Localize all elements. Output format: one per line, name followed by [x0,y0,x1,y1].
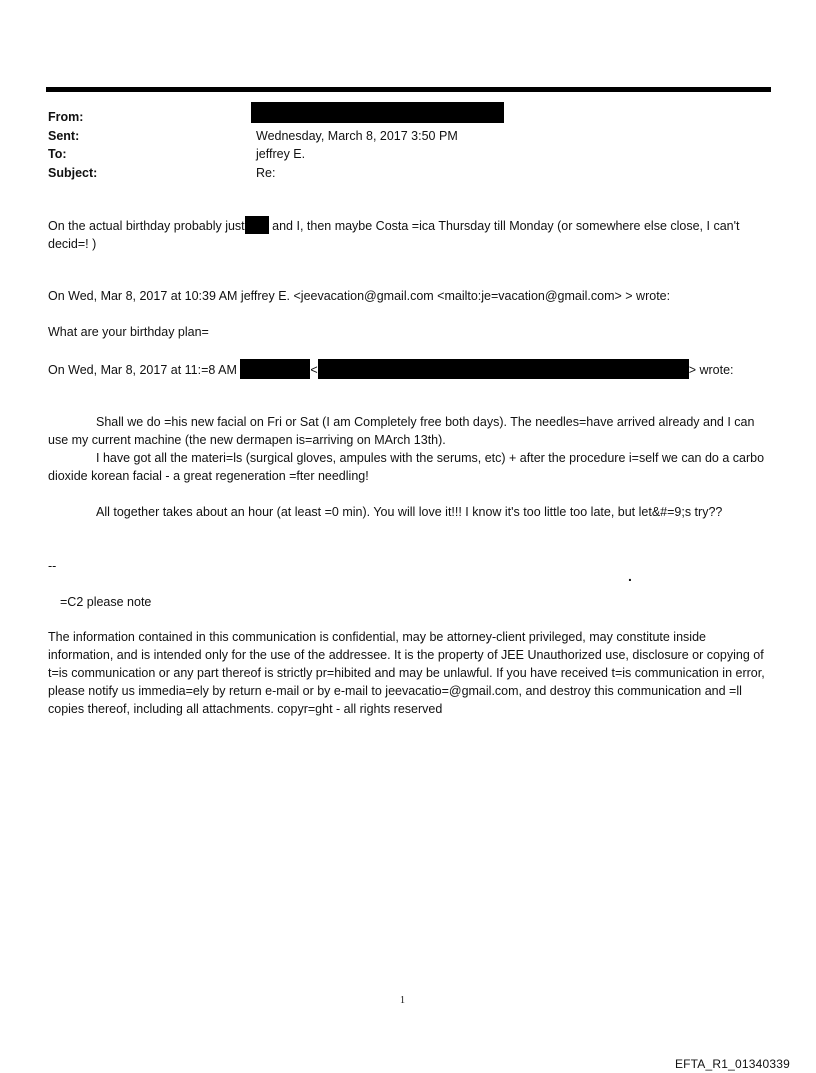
together-paragraph: All together takes about an hour (at least =0 min). You will love it!!! I know it's too little too late, but let&#=9;s try?? [96,505,723,519]
page-number: 1 [400,995,405,1006]
quoted-header-2-bracket: < [310,363,318,377]
subject-value: Re: [256,165,276,180]
birthday-text-end: and I, then maybe Costa =ica Thursday till Monday (or somewhere else close, I can't decid=! ) [48,219,740,251]
birthday-question: What are your birthday plan= [48,325,209,339]
please-note-line: =C2 please note [60,595,152,609]
to-value: jeffrey E. [256,147,306,161]
from-redaction [251,102,504,123]
materials-paragraph: I have got all the materi=ls (surgical gloves, ampules with the serums, etc) + after the procedure i=self we can do a carbo dioxide korean facial - a great regeneration =fter needling! [48,451,765,483]
name-redaction [245,216,269,234]
quoted-header-2 [48,359,770,379]
birthday-paragraph [48,216,770,253]
from-label: From: [48,110,84,124]
quoted-header-2-wrote: > wrote: [688,363,734,377]
sender-email-redaction [318,359,689,379]
quoted-header-2-date: On Wed, Mar 8, 2017 at 11:=8 AM [48,363,237,377]
facial-paragraphs [48,413,770,485]
sender-name-redaction [240,359,310,379]
sent-value: Wednesday, March 8, 2017 3:50 PM [256,128,458,143]
facial-paragraph: Shall we do =his new facial on Fri or Sat (I am Completely free both days). The needles=have arrived already and I can use my current machine (the new dermapen is=arriving on MArch 13th). [48,415,755,447]
subject-label: Subject: [48,165,98,180]
subject-row [48,164,768,183]
sent-label: Sent: [48,128,80,143]
sent-row [48,127,768,146]
quoted-header-1: On Wed, Mar 8, 2017 at 10:39 AM jeffrey E. <jeevacation@gmail.com <mailto:je=vacation@gmail.com> > wrote: [48,289,671,303]
email-header [48,108,768,182]
to-row [48,145,768,164]
header-divider-rule [46,87,771,92]
birthday-text-start: On the actual birthday probably just [48,219,245,233]
signature-separator: -- [48,559,57,573]
from-row [48,108,768,127]
confidentiality-disclaimer: The information contained in this communication is confidential, may be attorney-client privileged, may constitute inside information, and is intended only for the use of the addressee. It is the property of JEE Unauthorized use, disclosure or copying of t=is communication or any part thereof is strictly pr=hibited and may be unlawful. If you have received t=is communication in error, please notify us immedia=ely by return e-mail or by e-mail to jeevacatio=@gmail.com, and destroy this communication and =ll copies thereof, including all attachments. copyr=ght - all rights reserved [48,630,765,716]
document-id: EFTA_R1_01340339 [674,1057,790,1071]
to-label: To: [48,147,67,161]
stray-dot: . [628,568,632,584]
